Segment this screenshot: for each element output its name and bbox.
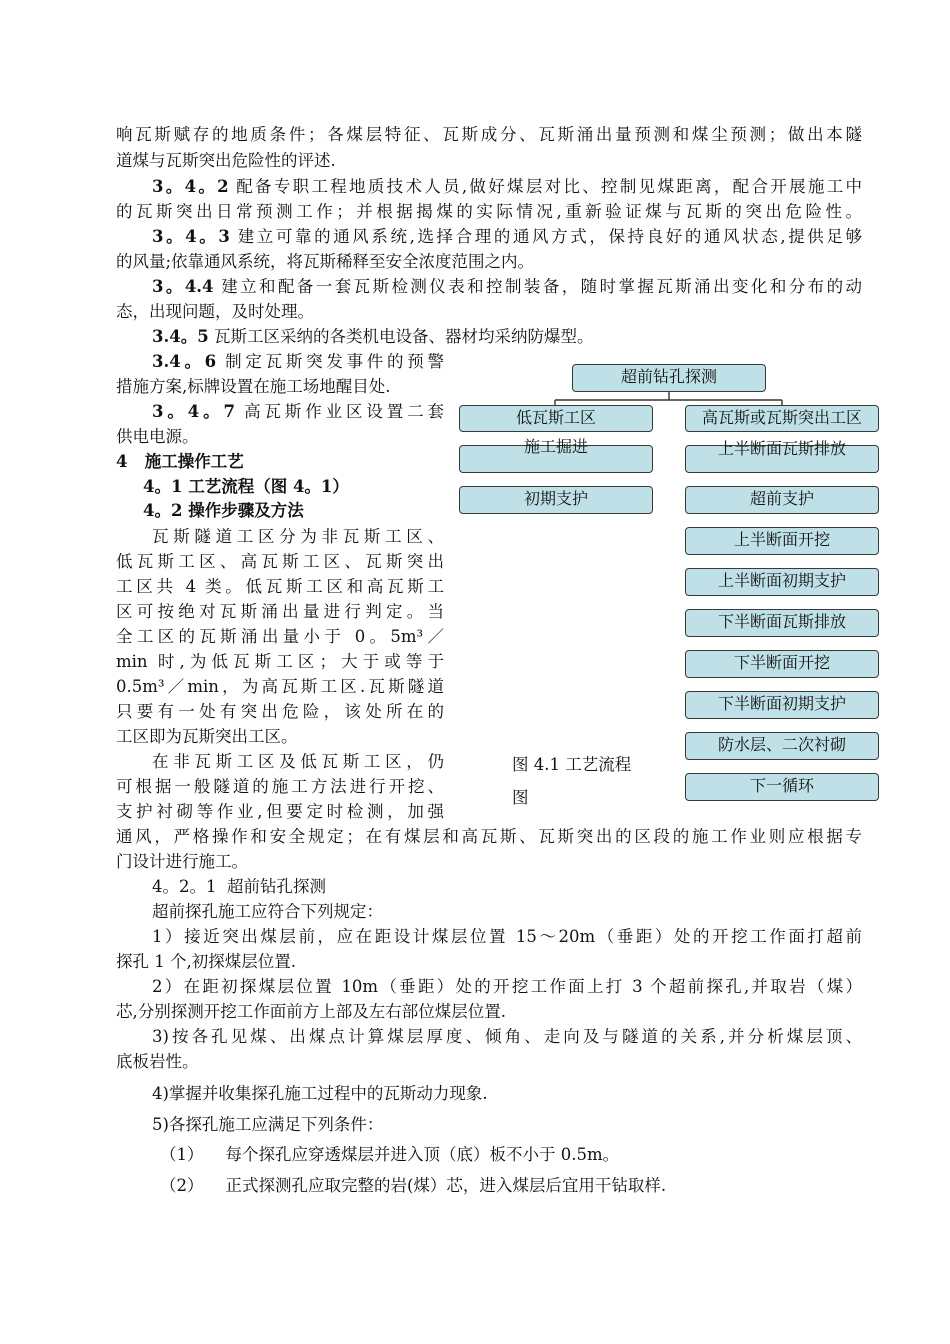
section-heading-4-2: 4。2 操作步骤及方法: [143, 501, 304, 520]
text-line: 2）在距初探煤层位置 10m（垂距）处的开挖工作面上打 3 个超前探孔,并取岩（煤）: [152, 977, 862, 996]
text-line: 探孔 1 个,初探煤层位置.: [116, 952, 296, 971]
figure-caption: 图 4.1 工艺流程: [512, 755, 632, 774]
text-line: 1）接近突出煤层前，应在距设计煤层位置 15～20m（垂距）处的开挖工作面打超前: [152, 927, 862, 946]
flow-label-upper-gas-drain: 上半断面瓦斯排放: [717, 439, 846, 458]
flow-box-initial-support: 初期支护: [459, 486, 653, 514]
clause-number: 3.4。5: [152, 327, 209, 346]
text-line: 道煤与瓦斯突出危险性的评述.: [116, 151, 336, 170]
text-line: 每个探孔应穿透煤层并进入顶（底）板不小于 0.5m。: [225, 1145, 620, 1164]
text-line: 瓦斯隧道工区分为非瓦斯工区、: [152, 527, 444, 546]
text-line: 建立和配备一套瓦斯检测仪表和控制装备，随时掌握瓦斯涌出变化和分布的动: [221, 277, 863, 296]
text-line: 措施方案,标牌设置在施工场地醒目处.: [116, 377, 391, 396]
text-line: 制定瓦斯突发事件的预警: [225, 352, 445, 371]
text-line: 5)各探孔施工应满足下列条件：: [152, 1115, 384, 1134]
text-line: 通风，严格操作和安全规定；在有煤层和高瓦斯、瓦斯突出的区段的施工作业则应根据专: [116, 827, 862, 846]
text-line: min 时,为低瓦斯工区；大于或等于: [116, 652, 444, 671]
text-line: 只要有一处有突出危险，该处所在的: [116, 702, 444, 721]
text-line: 3)按各孔见煤、出煤点计算煤层厚度、倾角、走向及与隧道的关系,并分析煤层顶、: [152, 1027, 862, 1046]
flow-box-lower-gas-drain: 下半断面瓦斯排放: [685, 609, 879, 637]
text-line: 0.5m³／min，为高瓦斯工区.瓦斯隧道: [116, 677, 444, 696]
text-line: 区可按绝对瓦斯涌出量进行判定。当: [116, 602, 444, 621]
text-line: 可根据一般隧道的施工方法进行开挖、: [116, 777, 444, 796]
flow-box-advance-support: 超前支护: [685, 486, 879, 514]
clause-number: 3。4。3: [152, 227, 230, 246]
text-line: 瓦斯工区采纳的各类机电设备、器材均采纳防爆型。: [213, 327, 594, 346]
flow-box-low-gas-zone: 低瓦斯工区: [459, 405, 653, 432]
clause-number: 3。4。7: [152, 402, 235, 421]
flow-box-upper-excavation: 上半断面开挖: [685, 527, 879, 555]
text-line: 芯,分别探测开挖工作面前方上部及左右部位煤层位置.: [116, 1002, 506, 1021]
text-line: 正式探测孔应取完整的岩(煤）芯，进入煤层后宜用干钻取样.: [225, 1176, 667, 1195]
text-line: 4)掌握并收集探孔施工过程中的瓦斯动力现象.: [152, 1084, 488, 1103]
text-line: 的风量;依靠通风系统，将瓦斯稀释至安全浓度范围之内。: [116, 252, 535, 271]
clause-number: 3。4.4: [152, 277, 214, 296]
flow-box-high-gas-zone: 高瓦斯或瓦斯突出工区: [685, 405, 879, 432]
subsection-heading-4-2-1: 4。2。1 超前钻孔探测: [152, 877, 326, 896]
text-line: 门设计进行施工。: [116, 852, 248, 871]
flow-box-waterproof-lining: 防水层、二次衬砌: [685, 732, 879, 760]
clause-number: 3。4。2: [152, 177, 229, 196]
flow-box-lower-initial-support: 下半断面初期支护: [685, 691, 879, 719]
flow-box-lower-excavation: 下半断面开挖: [685, 650, 879, 678]
text-line: 底板岩性。: [116, 1052, 199, 1071]
clause-number: 3.4。6: [152, 352, 217, 371]
text-line: 态，出现问题，及时处理。: [116, 302, 314, 321]
list-number: （1）: [160, 1145, 204, 1164]
text-line: 的瓦斯突出日常预测工作；并根据揭煤的实际情况,重新验证煤与瓦斯的突出危险性。: [116, 202, 862, 221]
section-heading-4-1: 4。1 工艺流程（图 4。1）: [143, 477, 349, 496]
text-line: 低瓦斯工区、高瓦斯工区、瓦斯突出: [116, 552, 444, 571]
section-heading-4: 4 施工操作工艺: [116, 452, 244, 471]
text-line: 全工区的瓦斯涌出量小于 0。5m³／: [116, 627, 444, 646]
text-line: 供电电源。: [116, 427, 199, 446]
text-line: 支护衬砌等作业,但要定时检测，加强: [116, 802, 444, 821]
figure-caption-cont: 图: [512, 788, 529, 807]
text-line: 在非瓦斯工区及低瓦斯工区，仍: [152, 752, 444, 771]
text-line: 响瓦斯赋存的地质条件；各煤层特征、瓦斯成分、瓦斯涌出量预测和煤尘预测；做出本隧: [116, 125, 862, 144]
text-line: 建立可靠的通风系统,选择合理的通风方式，保持良好的通风状态,提供足够: [237, 227, 862, 246]
text-line: 高瓦斯作业区设置二套: [244, 402, 444, 421]
text-line: 超前探孔施工应符合下列规定：: [152, 902, 383, 921]
flow-box-upper-initial-support: 上半断面初期支护: [685, 568, 879, 596]
text-line: 工区共 4 类。低瓦斯工区和高瓦斯工: [116, 577, 444, 596]
flow-label-excavation: 施工掘进: [523, 437, 588, 456]
text-line: 配备专职工程地质技术人员,做好煤层对比、控制见煤距离，配合开展施工中: [236, 177, 863, 196]
list-number: （2）: [160, 1176, 204, 1195]
text-line: 工区即为瓦斯突出工区。: [116, 727, 298, 746]
flow-box-next-cycle: 下一循环: [685, 773, 879, 801]
flow-box-drill-probe: 超前钻孔探测: [572, 364, 766, 392]
